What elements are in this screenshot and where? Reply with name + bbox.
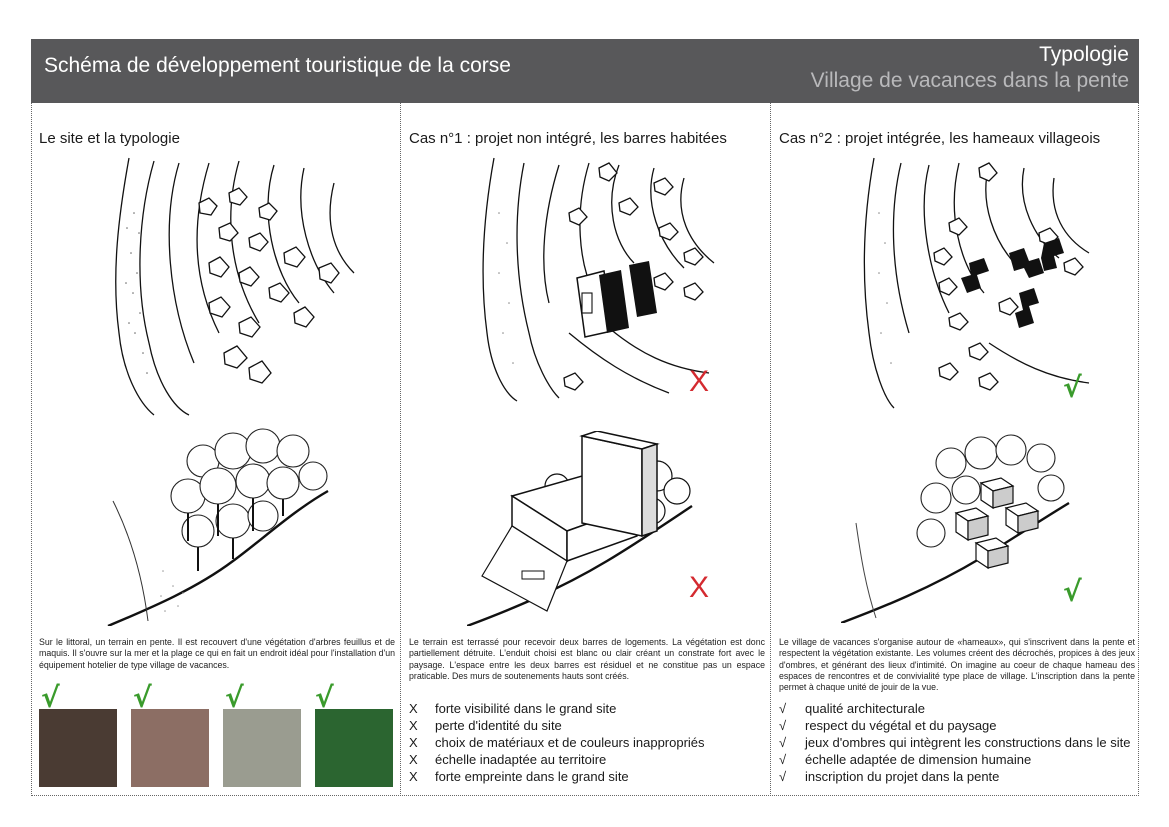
criterion-text: choix de matériaux et de couleurs inappropriés (435, 735, 705, 750)
site-perspective-sketch (103, 421, 333, 626)
criterion-text: forte visibilité dans le grand site (435, 701, 617, 716)
check-icon: √ (779, 735, 787, 750)
cross-icon: X (409, 701, 418, 716)
typology-label: Typologie (1039, 43, 1129, 66)
check-icon: √ (1063, 575, 1082, 608)
column-case-2 (770, 103, 1139, 796)
criterion-text: échelle adaptée de dimension humaine (805, 752, 1032, 767)
list-item (779, 717, 1131, 734)
case2-description: Le village de vacances s'organise autour de «hameaux», qui s'inscrivent dans la pente et respectent la végétation existante. Les volumes créent des décrochés, propices à des jeux d'ombres, et générant des lieux d'intimité. On imagine au coeur de chaque hameau des espaces de rencontres et de convivialité type place de village. L'inscription dans la pente permet à chaque unité de jouir de la vue. (779, 637, 1135, 693)
case2-criteria-list (779, 700, 1131, 785)
check-icon: √ (779, 752, 787, 767)
list-item (409, 768, 705, 785)
list-item (779, 768, 1131, 785)
color-swatch-green (315, 709, 393, 787)
list-item (409, 717, 705, 734)
criterion-text: qualité architecturale (805, 701, 925, 716)
page-header (31, 39, 1139, 103)
list-item (409, 751, 705, 768)
check-icon: √ (779, 701, 787, 716)
case1-perspective-sketch (467, 431, 697, 626)
color-swatch-grey-green (223, 709, 301, 787)
typology-subtitle: Village de vacances dans la pente (810, 69, 1129, 92)
list-item (409, 700, 705, 717)
column-site (31, 103, 400, 796)
check-icon: √ (225, 681, 244, 714)
column-case-1 (400, 103, 770, 796)
cross-icon: X (409, 752, 418, 767)
case2-plan-sketch (839, 153, 1099, 413)
list-item (779, 734, 1131, 751)
list-item (409, 734, 705, 751)
criterion-text: respect du végétal et du paysage (805, 718, 997, 733)
criterion-text: forte empreinte dans le grand site (435, 769, 629, 784)
check-icon: √ (779, 769, 787, 784)
page-title: Schéma de développement touristique de la corse (44, 54, 511, 77)
criterion-text: perte d'identité du site (435, 718, 562, 733)
criterion-text: échelle inadaptée au territoire (435, 752, 607, 767)
color-swatch-taupe (131, 709, 209, 787)
column-heading: Cas n°1 : projet non intégré, les barres habitées (409, 130, 727, 147)
case2-perspective-sketch (841, 428, 1071, 623)
check-icon: √ (779, 718, 787, 733)
case1-description: Le terrain est terrassé pour recevoir deux barres de logements. La végétation est donc partiellement détruite. L'enduit choisi est blanc ou clair créant un constrate fort avec le paysage. L'espace entre les deux barres est résiduel et ne constitue pas un espace praticable. Des murs de soutenements hauts sont créés. (409, 637, 765, 681)
site-description: Sur le littoral, un terrain en pente. Il est recouvert d'une végétation d'arbres feuillus et de maquis. Il s'ouvre sur la mer et la plage ce qui en fait un endroit idéal pour l'installation d'un équipement hotelier de type village de vacances. (39, 637, 395, 670)
not-integrated-mark: X (689, 365, 710, 398)
criterion-text: jeux d'ombres qui intègrent les constructions dans le site (805, 735, 1131, 750)
criterion-text: inscription du projet dans la pente (805, 769, 1000, 784)
column-heading: Cas n°2 : projet intégrée, les hameaux villageois (779, 130, 1101, 147)
site-plan-sketch (99, 153, 359, 418)
check-icon: √ (41, 681, 60, 714)
check-icon: √ (1063, 371, 1082, 404)
column-heading: Le site et la typologie (39, 130, 180, 147)
cross-icon: X (409, 735, 418, 750)
cross-icon: X (409, 769, 418, 784)
not-integrated-mark: X (689, 571, 710, 604)
cross-icon: X (409, 718, 418, 733)
list-item (779, 700, 1131, 717)
color-swatch-dark-brown (39, 709, 117, 787)
list-item (779, 751, 1131, 768)
check-icon: √ (315, 681, 334, 714)
check-icon: √ (133, 681, 152, 714)
case1-criteria-list (409, 700, 705, 785)
